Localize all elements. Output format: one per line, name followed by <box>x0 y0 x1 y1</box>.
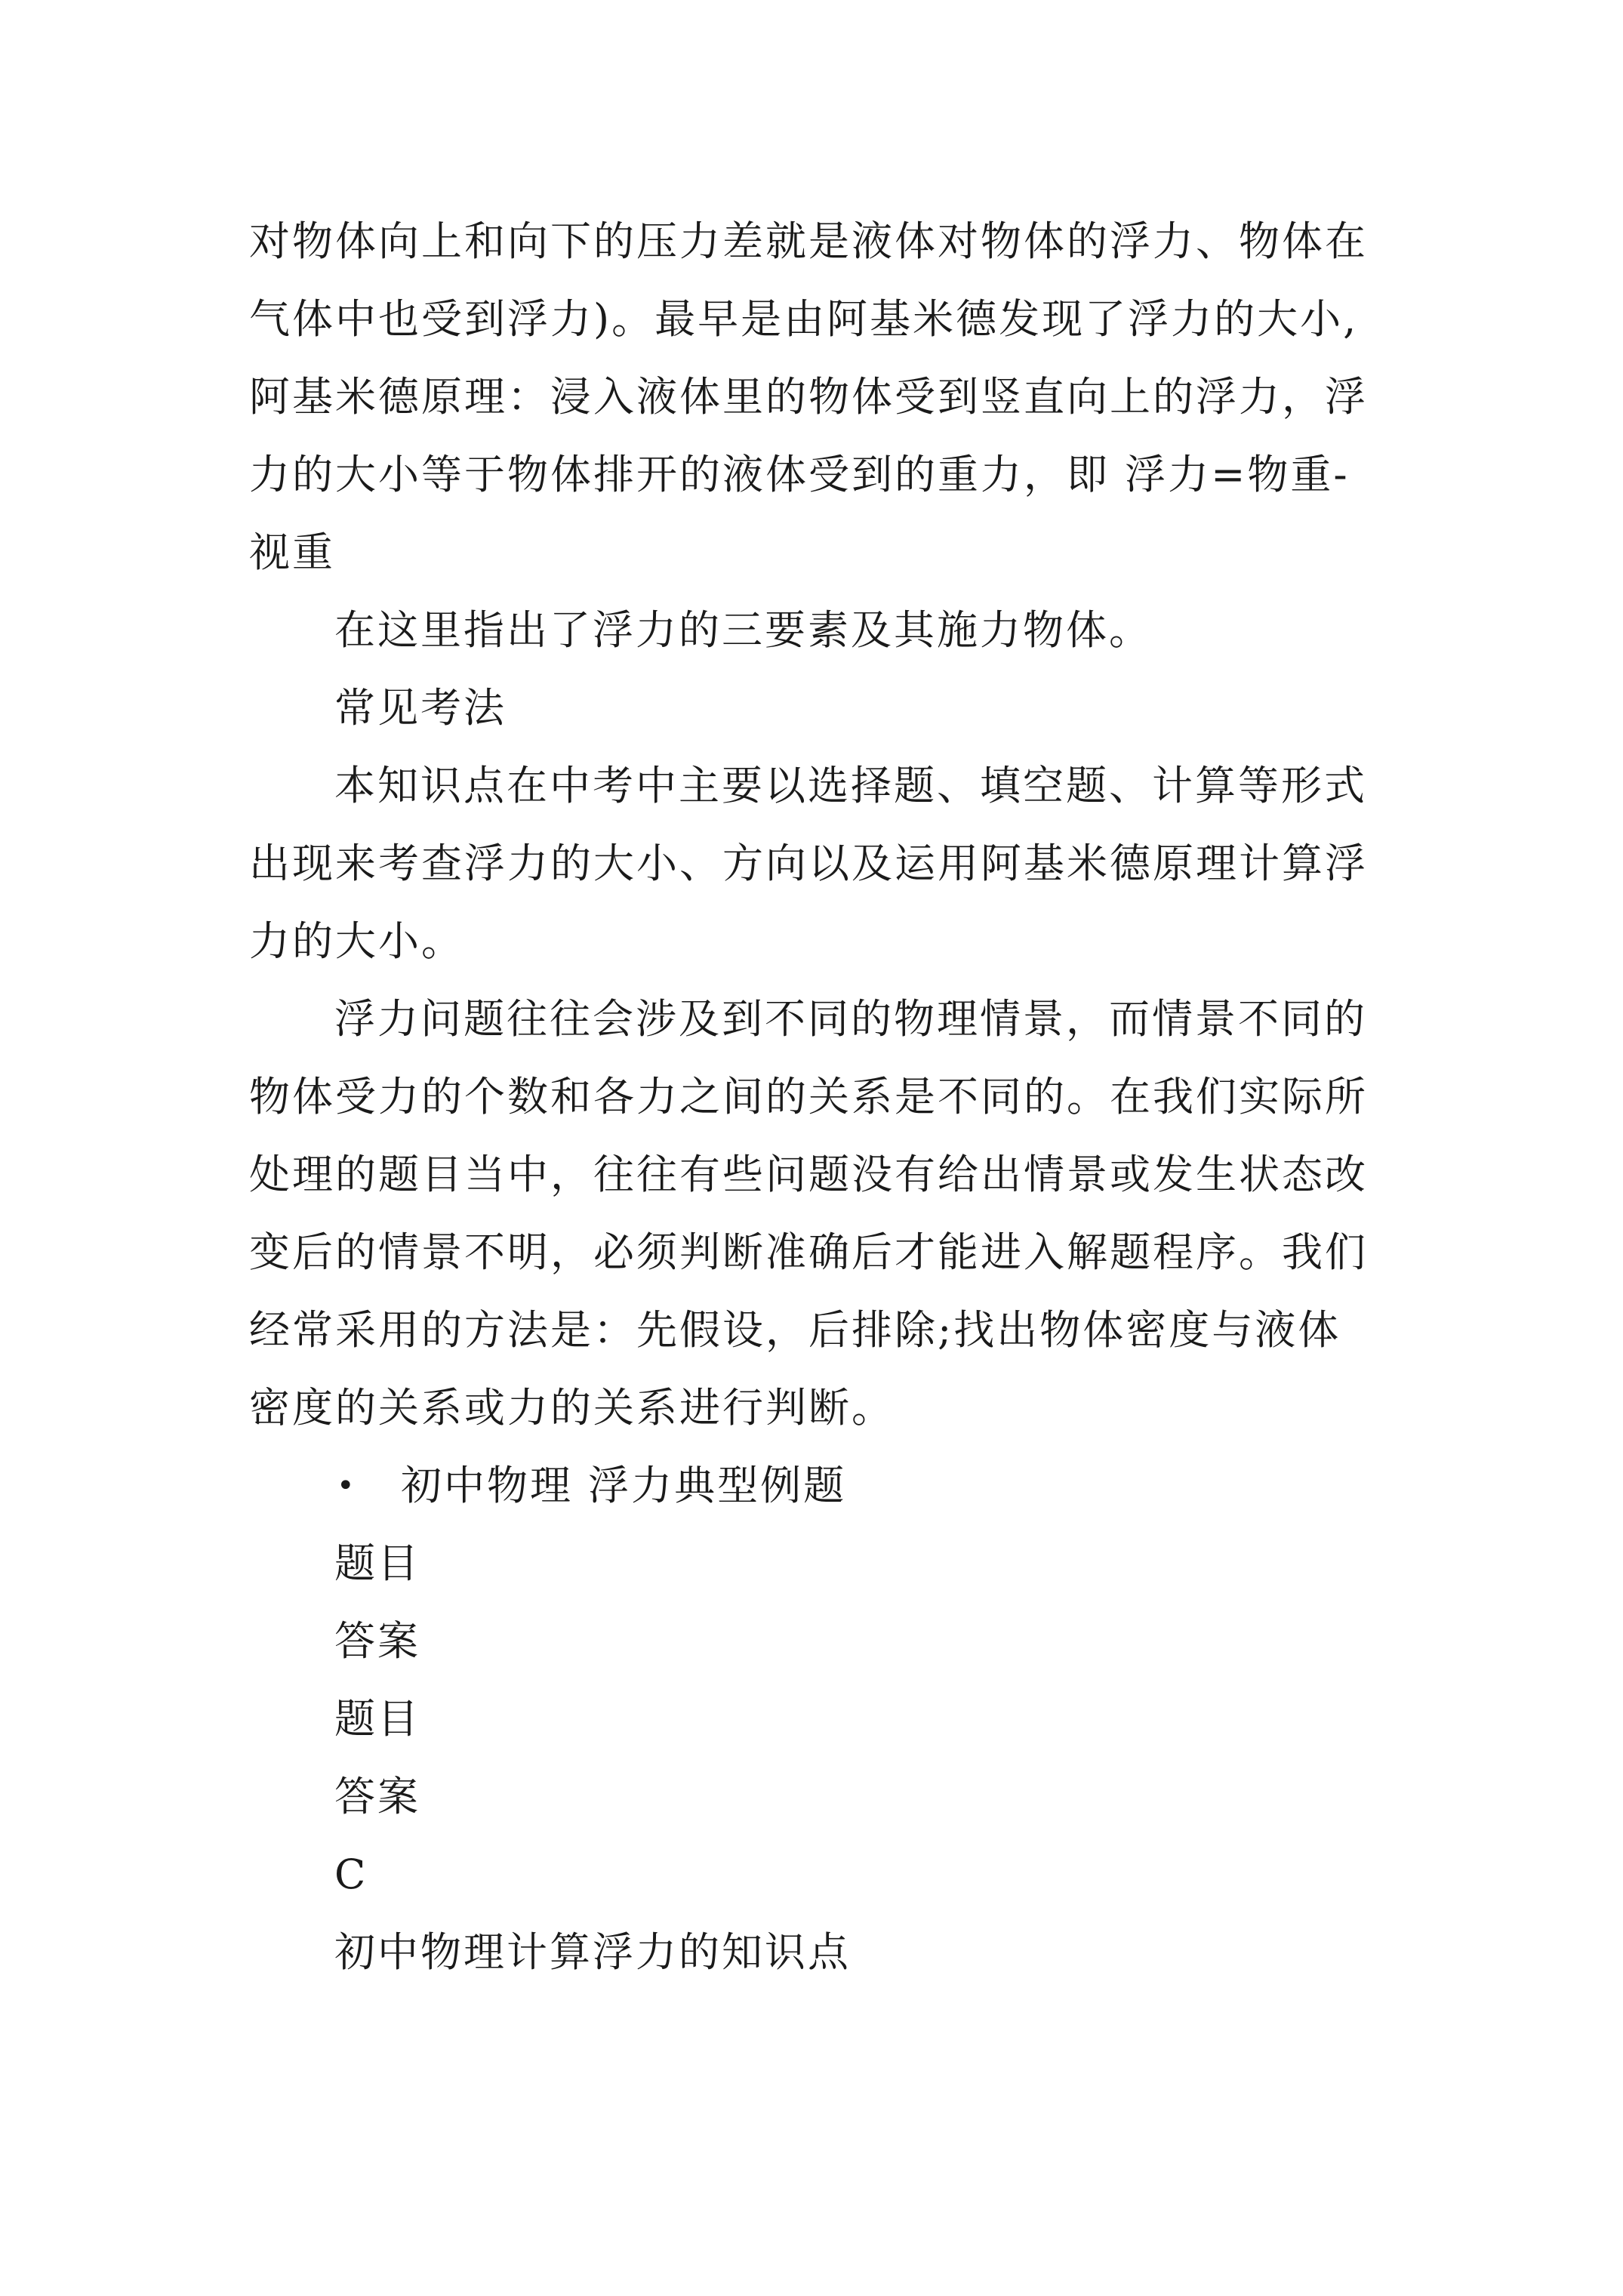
paragraph-3-line-3: 力的大小。 <box>249 917 464 965</box>
item-question-2: 题目 <box>334 1695 420 1743</box>
item-answer-2: 答案 <box>334 1773 420 1820</box>
paragraph-4-line-3: 处理的题目当中，往往有些问题没有给出情景或发生状态改 <box>249 1151 1368 1198</box>
paragraph-4-line-6: 密度的关系或力的关系进行判断。 <box>249 1384 895 1432</box>
bullet-item-text: 初中物理 浮力典型例题 <box>401 1462 847 1509</box>
paragraph-4-line-4: 变后的情景不明，必须判断准确后才能进入解题程序。我们 <box>249 1228 1368 1276</box>
paragraph-3-line-1: 本知识点在中考中主要以选择题、填空题、计算等形式 <box>334 762 1367 809</box>
paragraph-4-line-1: 浮力问题往往会涉及到不同的物理情景，而情景不同的 <box>334 995 1367 1043</box>
paragraph-3-line-2: 出现来考查浮力的大小、方向以及运用阿基米德原理计算浮 <box>249 840 1368 887</box>
item-question-1: 题目 <box>334 1539 420 1587</box>
paragraph-1-line-3: 阿基米德原理：浸入液体里的物体受到竖直向上的浮力，浮 <box>249 373 1368 421</box>
paragraph-4-line-5: 经常采用的方法是：先假设，后排除;找出物体密度与液体 <box>249 1306 1341 1354</box>
footer-heading: 初中物理计算浮力的知识点 <box>334 1928 851 1976</box>
paragraph-2: 在这里指出了浮力的三要素及其施力物体。 <box>334 606 1152 654</box>
paragraph-1-line-2: 气体中也受到浮力)。最早是由阿基米德发现了浮力的大小, <box>249 295 1359 343</box>
heading-common-methods: 常见考法 <box>334 684 507 732</box>
item-answer-value: C <box>334 1851 368 1898</box>
paragraph-4-line-2: 物体受力的个数和各力之间的关系是不同的。在我们实际所 <box>249 1073 1368 1120</box>
bullet-icon: • <box>337 1469 355 1503</box>
paragraph-1-line-5: 视重 <box>249 529 335 576</box>
item-answer-1: 答案 <box>334 1617 420 1665</box>
paragraph-1-line-1: 对物体向上和向下的压力差就是液体对物体的浮力、物体在 <box>249 217 1368 265</box>
paragraph-1-line-4: 力的大小等于物体排开的液体受到的重力，即 浮力=物重- <box>249 451 1350 498</box>
